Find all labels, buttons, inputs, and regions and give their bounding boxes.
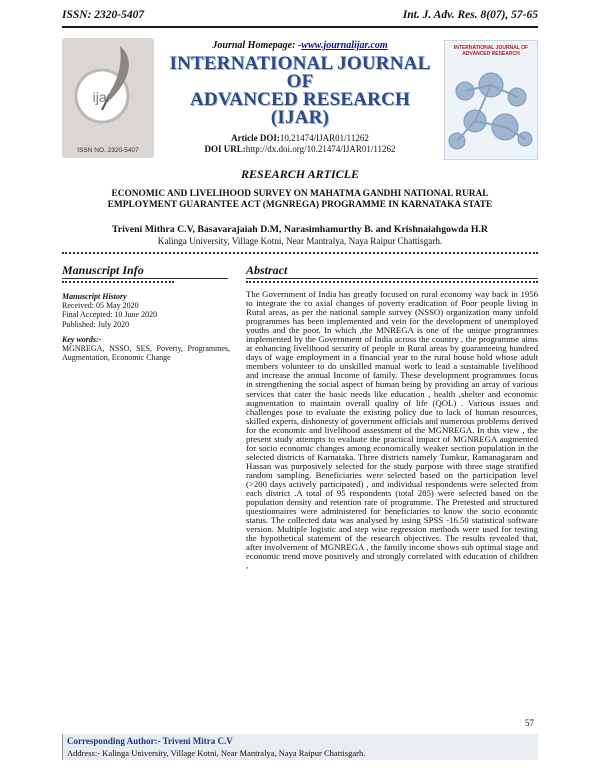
quill-logo-icon bbox=[62, 38, 154, 158]
right-column-rule bbox=[246, 278, 538, 279]
molecule-image-icon bbox=[445, 41, 537, 159]
running-header bbox=[62, 8, 538, 28]
doi-block bbox=[160, 133, 440, 155]
homepage-label: Journal Homepage: - bbox=[212, 40, 302, 51]
article-authors: Triveni Mithra C.V, Basavarajaiah D.M, Narasimhamurthy B. and Krishnaiahgowda H.R bbox=[111, 224, 489, 235]
abstract-text: The Government of India has greatly focused on rural economy way back in 1956 to integrate the co axial changes of poverty eradication of Poor people living in Rural areas, as per the national sample survey (NSSO) organization many unfold programmes has been implemented and vein for the development of unemployed youths and the poor. In which ,the MNREGA is one of the unique programmes implemented by the Government of India across the country , the programme aims at enhancing livelihood security of people in Rural areas by guaranteeing hundred days of wage employment in a financial year to the rural house hold whose adult members volunteer to do unskilled manual work to lead a sustainable livelihood and increase the annual Income of family. These development programmes focus in strengthening the social aspect of human being by providing an array of various services that cater the basic needs like education , health ,shelter and economic augmentation to maintain overall quality of life (QOL) . Various issues and challenges pose to evaluate the existing policy due to lack of human resources, skilled experts, dishonesty of government officials and numerous problems derived for the economic and livelihood assessment of the MGNREGA. In this view , the present study attempts to evaluate the practical impact of MGNREGA augmented for socio economic changes among economically weaker section population in the selected districts of Karnataka. Three districts namely Tumkur, Ramanagaram and Hassan was purposively selected for the study purpose with three stage stratified random sampling. Beneficiaries were selected based on the participation level (>200 days actively participated) , and individual respondents were selected from each district .A total of 95 respondents (total 285) were selected based on the population density and retention rate of programme. The Pretested and structured questionnaires were administered for beneficiaries to know the socio economic status. The collected data was analysed by using SPSS -16.50 statistical software version. Multiple logistic and step wise regression methods were used for testing the hypothetical statement of the research objectives. The results revealed that, after involvement of MGNREGA , the family income shows sub optimal stage and economic trend move positively and strongly correlated with education of children , bbox=[246, 289, 538, 571]
logo-text: ijar bbox=[92, 89, 112, 105]
accepted-date: Final Accepted: 10 June 2020 bbox=[62, 310, 158, 320]
homepage-link[interactable]: www.journalijar.com bbox=[301, 40, 388, 51]
journal-banner bbox=[62, 38, 538, 161]
doi-label: Article DOI: bbox=[231, 133, 280, 143]
journal-logo bbox=[62, 38, 154, 158]
cover-title: INTERNATIONAL JOURNAL OF ADVANCED RESEARCH bbox=[453, 45, 529, 57]
keywords-heading: Key words:- bbox=[62, 334, 102, 344]
left-dotted-divider bbox=[62, 281, 174, 283]
keywords-list: MGNREGA, NSSO, SES, Poverty, Programmes, Augmentation, Economic Change bbox=[62, 344, 230, 363]
doi-value: 10.21474/IJAR01/11262 bbox=[279, 133, 369, 143]
received-date: Received: 05 May 2020 bbox=[62, 301, 139, 311]
dotted-divider bbox=[62, 250, 538, 254]
manuscript-info-column bbox=[62, 292, 230, 362]
journal-cover-thumbnail bbox=[444, 40, 538, 160]
journal-title-line2: ADVANCED RESEARCH (IJAR) bbox=[190, 89, 410, 128]
right-dotted-divider bbox=[246, 281, 538, 283]
journal-title bbox=[160, 55, 440, 127]
left-column-rule bbox=[62, 278, 228, 279]
manuscript-info-heading: Manuscript Info bbox=[62, 263, 144, 277]
corresponding-author: Corresponding Author:- Triveni Mitra C.V bbox=[67, 736, 233, 746]
article-title bbox=[80, 189, 520, 211]
article-title-line2: EMPLOYMENT GUARANTEE ACT (MGNREGA) PROGRAMME IN KARNATAKA STATE bbox=[107, 200, 493, 210]
doi-url-link[interactable]: http://dx.doi.org/10.21474/IJAR01/11262 bbox=[245, 144, 396, 154]
manuscript-history-heading: Manuscript History bbox=[62, 292, 127, 301]
issn-label: ISSN: 2320-5407 bbox=[62, 9, 145, 21]
author-affiliation: Kalinga University, Village Kotni, Near Mantralya, Naya Raipur Chattisgarh. bbox=[157, 236, 443, 246]
published-date: Published: July 2020 bbox=[62, 319, 130, 329]
abstract-heading: Abstract bbox=[246, 263, 288, 277]
journal-title-line1: INTERNATIONAL JOURNAL OF bbox=[169, 53, 431, 92]
corresponding-author-footer bbox=[62, 734, 538, 760]
doi-url-label: DOI URL: bbox=[204, 144, 246, 154]
page-number: 57 bbox=[525, 718, 534, 728]
article-type: RESEARCH ARTICLE bbox=[241, 167, 359, 181]
journal-homepage bbox=[160, 40, 440, 51]
journal-citation: Int. J. Adv. Res. 8(07), 57-65 bbox=[402, 9, 538, 21]
author-address: Address:- Kalinga University, Village Kotni, Near Mantralya, Naya Raipur Chattisgarh. bbox=[67, 748, 366, 758]
article-title-line1: ECONOMIC AND LIVELIHOOD SURVEY ON MAHATMA GANDHI NATIONAL RURAL bbox=[111, 189, 489, 199]
logo-issn: ISSN NO. 2320-5407 bbox=[77, 147, 139, 154]
